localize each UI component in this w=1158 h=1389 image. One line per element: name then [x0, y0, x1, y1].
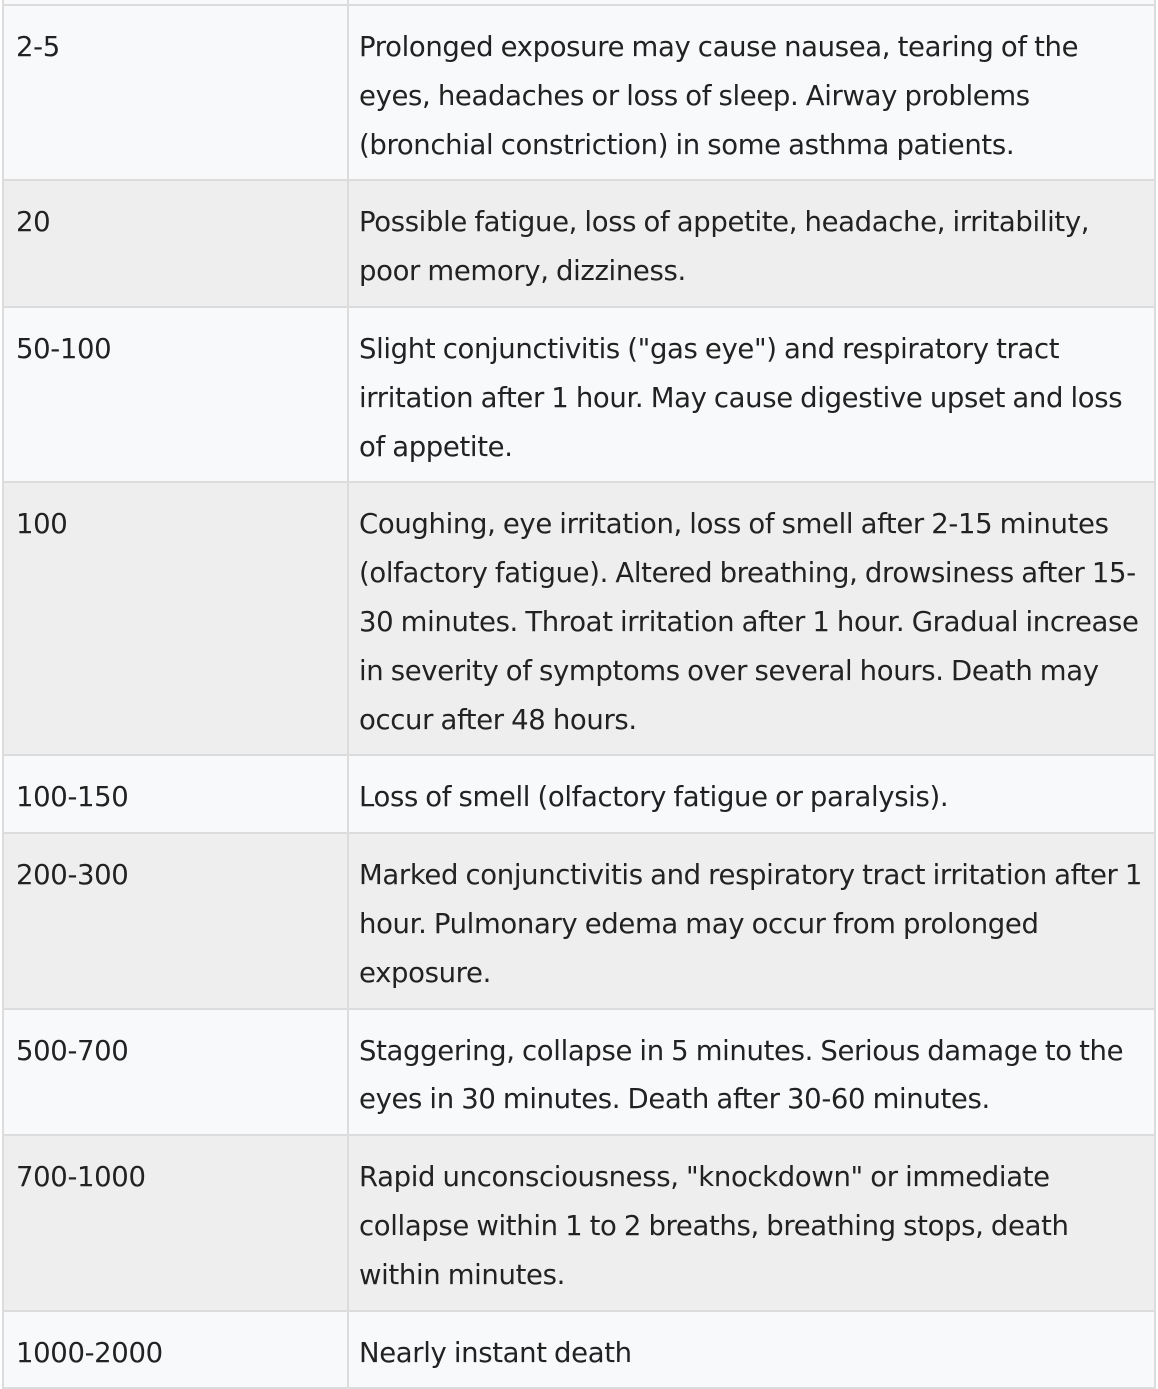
effect-description: Possible fatigue, loss of appetite, headache, irritability, poor memory, dizziness.	[359, 206, 1090, 288]
exposure-effects-table-wrapper	[2, 0, 1154, 1389]
effect-cell	[348, 1135, 1155, 1310]
table-row	[3, 180, 1155, 307]
concentration-cell	[3, 1009, 348, 1136]
concentration-value: 2-5	[16, 31, 60, 63]
concentration-cell	[3, 1311, 348, 1389]
effect-cell	[348, 5, 1155, 180]
effect-cell	[348, 833, 1155, 1008]
table-row	[3, 833, 1155, 1008]
effect-description: Slight conjunctivitis ("gas eye") and respiratory tract irritation after 1 hour. May cause digestive upset and loss of appetite.	[359, 332, 1123, 463]
concentration-cell	[3, 1135, 348, 1310]
concentration-value: 200-300	[16, 859, 129, 892]
concentration-value: 100-150	[16, 781, 129, 814]
concentration-value: 50-100	[16, 332, 112, 365]
concentration-cell	[3, 180, 348, 307]
concentration-cell	[3, 307, 348, 482]
table-row	[3, 1311, 1155, 1389]
effect-description: Loss of smell (olfactory fatigue or paralysis).	[359, 781, 949, 814]
table-body	[3, 0, 1155, 1388]
concentration-value: 700-1000	[16, 1161, 146, 1194]
table-row	[3, 5, 1155, 180]
table-row	[3, 1135, 1155, 1310]
effect-cell	[348, 1311, 1155, 1389]
concentration-value: 100	[16, 508, 68, 541]
effect-description: Prolonged exposure may cause nausea, tearing of the eyes, headaches or loss of sleep. Airway problems (bronchial constriction) in some asthma patients.	[359, 31, 1079, 161]
effect-cell	[348, 755, 1155, 833]
effect-cell	[348, 482, 1155, 755]
table-row	[3, 482, 1155, 755]
exposure-effects-table	[2, 0, 1156, 1389]
concentration-cell	[3, 482, 348, 755]
table-row	[3, 1009, 1155, 1136]
table-row	[3, 755, 1155, 833]
effect-description: Marked conjunctivitis and respiratory tract irritation after 1 hour. Pulmonary edema may occur from prolonged exposure.	[359, 859, 1143, 989]
concentration-value: 1000-2000	[16, 1336, 163, 1369]
effect-cell	[348, 180, 1155, 307]
effect-cell	[348, 307, 1155, 482]
concentration-value: 20	[16, 206, 51, 239]
concentration-cell	[3, 755, 348, 833]
table-row	[3, 307, 1155, 482]
effect-cell	[348, 1009, 1155, 1136]
effect-description: Rapid unconsciousness, "knockdown" or immediate collapse within 1 to 2 breaths, breathing stops, death within minutes.	[359, 1161, 1069, 1291]
concentration-value: 500-700	[16, 1034, 129, 1067]
effect-description: Nearly instant death	[359, 1336, 632, 1369]
concentration-cell	[3, 833, 348, 1008]
concentration-cell	[3, 5, 348, 180]
effect-description: Staggering, collapse in 5 minutes. Serious damage to the eyes in 30 minutes. Death after 30-60 minutes.	[359, 1034, 1124, 1116]
effect-description: Coughing, eye irritation, loss of smell after 2-15 minutes (olfactory fatigue). Altered breathing, drowsiness after 15-30 minutes. Throat irritation after 1 hour. Gradual increase in severity of symptoms over several hours. Death may occur after 48 hours.	[359, 508, 1139, 736]
